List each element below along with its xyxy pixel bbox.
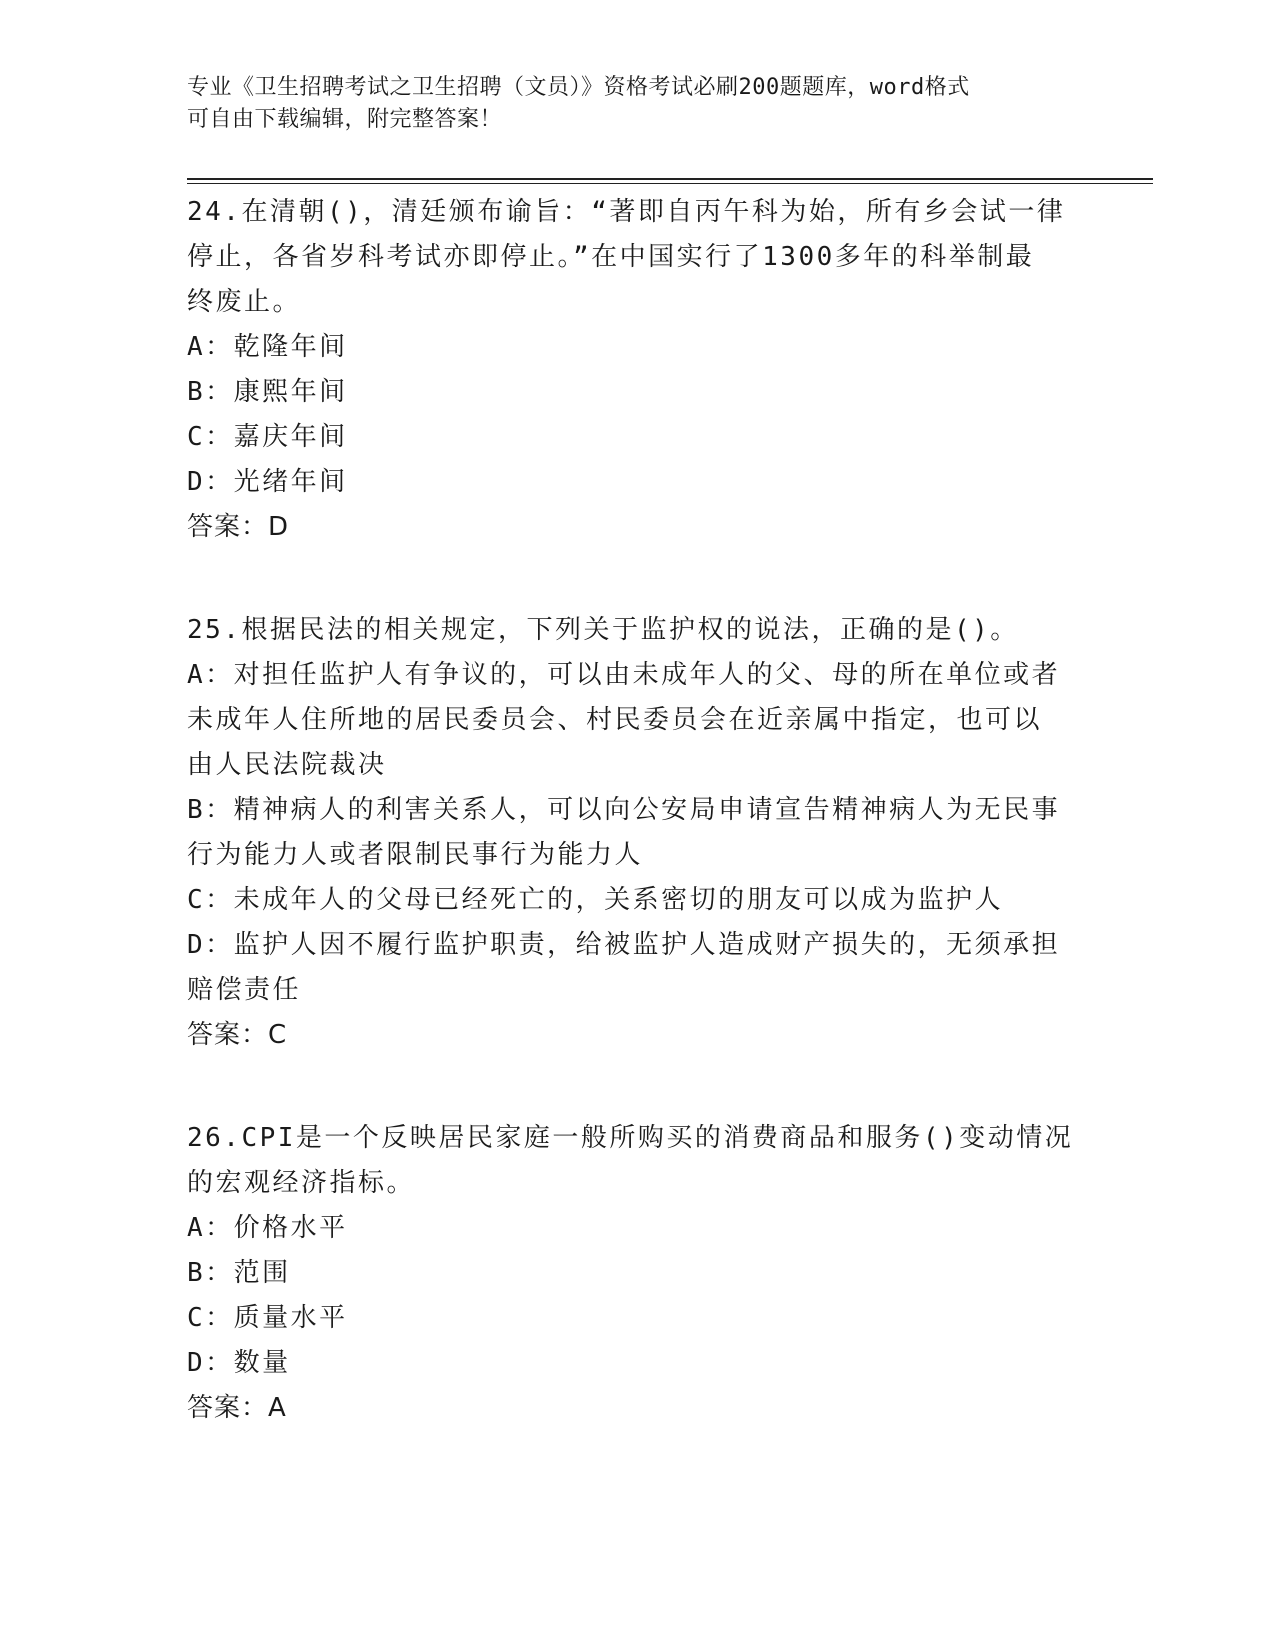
question-25 — [187, 608, 1087, 1058]
option-a: A：价格水平 — [187, 1213, 348, 1243]
header-line-1: 专业《卫生招聘考试之卫生招聘（文员）》资格考试必刷200题题库，word格式 — [187, 75, 970, 100]
question-stem-line: 的宏观经济指标。 — [187, 1168, 416, 1198]
question-stem-line: 24.在清朝()，清廷颁布谕旨：“著即自丙午科为始，所有乡会试一律 — [187, 197, 1066, 227]
question-stem-line: 停止，各省岁科考试亦即停止。”在中国实行了1300多年的科举制最 — [187, 242, 1035, 272]
option-b: B：康熙年间 — [187, 377, 348, 407]
question-26 — [187, 1116, 1087, 1431]
option-a-line: 由人民法院裁决 — [187, 750, 387, 780]
option-b: B：范围 — [187, 1258, 291, 1288]
question-stem-line: 终废止。 — [187, 287, 302, 317]
option-d: D：数量 — [187, 1348, 291, 1378]
option-a-line: 未成年人住所地的居民委员会、村民委员会在近亲属中指定，也可以 — [187, 705, 1043, 735]
option-a: A：乾隆年间 — [187, 332, 348, 362]
option-c: C：未成年人的父母已经死亡的，关系密切的朋友可以成为监护人 — [187, 885, 1004, 915]
option-d-line: D：监护人因不履行监护职责，给被监护人造成财产损失的，无须承担 — [187, 930, 1061, 960]
document-header — [187, 72, 1067, 136]
option-b-line: B：精神病人的利害关系人，可以向公安局申请宣告精神病人为无民事 — [187, 795, 1061, 825]
option-d: D：光绪年间 — [187, 467, 348, 497]
option-d-line: 赔偿责任 — [187, 975, 302, 1005]
option-b-line: 行为能力人或者限制民事行为能力人 — [187, 840, 644, 870]
answer-label: 答案：A — [187, 1393, 287, 1423]
answer-label: 答案：C — [187, 1020, 288, 1050]
question-stem-line: 26.CPI是一个反映居民家庭一般所购买的消费商品和服务()变动情况 — [187, 1123, 1074, 1153]
option-c: C：质量水平 — [187, 1303, 348, 1333]
header-line-2: 可自由下载编辑，附完整答案！ — [187, 107, 503, 132]
question-list — [187, 190, 1087, 1489]
header-divider — [187, 178, 1153, 184]
question-stem-line: 25.根据民法的相关规定，下列关于监护权的说法，正确的是()。 — [187, 615, 1019, 645]
answer-label: 答案：D — [187, 512, 290, 542]
option-a-line: A：对担任监护人有争议的，可以由未成年人的父、母的所在单位或者 — [187, 660, 1061, 690]
option-c: C：嘉庆年间 — [187, 422, 348, 452]
question-24 — [187, 190, 1087, 550]
